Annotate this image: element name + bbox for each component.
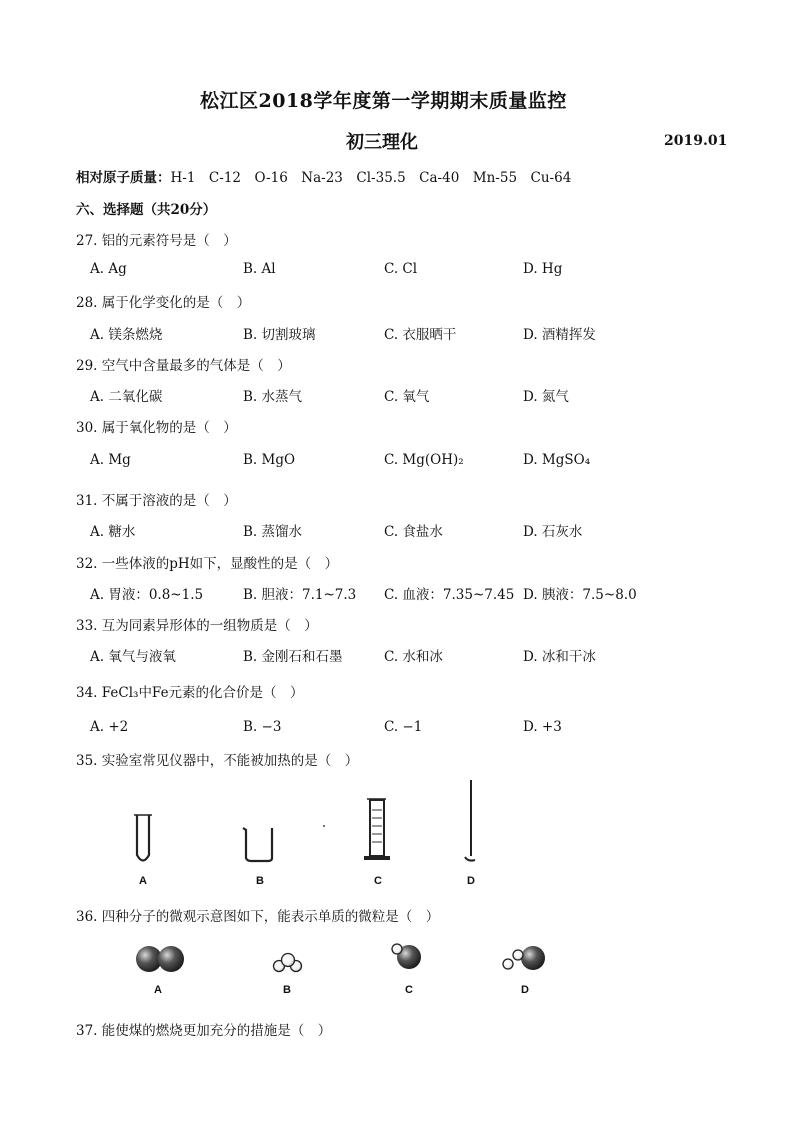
q36-label-c: C: [405, 984, 413, 996]
q28-option-a: A. 镁条燃烧: [90, 327, 163, 343]
q29-option-a: A. 二氧化碳: [90, 389, 163, 405]
q36-label-b: B: [283, 984, 291, 996]
q31-option-b: B. 蒸馏水: [243, 524, 303, 540]
molecule-c-icon: [392, 944, 421, 969]
q32-option-a: A. 胃液：0.8~1.5: [90, 587, 204, 603]
q30-option-c: C. Mg(OH)₂: [384, 452, 464, 468]
q28-option-b: B. 切割玻璃: [243, 327, 316, 343]
q34-option-a: A. +2: [90, 719, 129, 735]
q27-option-a: A. Ag: [90, 261, 127, 277]
molecule-d-icon: [503, 946, 545, 970]
q30-option-a: A. Mg: [90, 452, 131, 468]
q33-option-a: A. 氧气与液氧: [90, 649, 176, 665]
q29-option-c: C. 氧气: [384, 389, 430, 405]
question-28-stem: 28. 属于化学变化的是（ ）: [76, 295, 251, 311]
q35-label-a: A: [139, 875, 147, 887]
q27-option-d: D. Hg: [523, 261, 563, 277]
q27-option-c: C. Cl: [384, 261, 418, 277]
question-30-stem: 30. 属于氧化物的是（ ）: [76, 420, 237, 436]
molecule-a-icon: [136, 946, 184, 972]
atomic-masses-label: 相对原子质量：: [76, 170, 171, 186]
q34-option-b: B. −3: [243, 719, 282, 735]
q31-option-a: A. 糖水: [90, 524, 136, 540]
q30-option-b: B. MgO: [243, 452, 296, 468]
exam-subtitle: 初三理化: [346, 132, 418, 153]
q35-label-b: B: [256, 875, 264, 887]
q34-option-c: C. −1: [384, 719, 423, 735]
atomic-masses-values: H-1 C-12 O-16 Na-23 Cl-35.5 Ca-40 Mn-55 Cu-64: [170, 170, 572, 186]
q29-option-d: D. 氮气: [523, 389, 569, 405]
question-36-stem: 36. 四种分子的微观示意图如下，能表示单质的微粒是（ ）: [76, 909, 440, 925]
question-31-stem: 31. 不属于溶液的是（ ）: [76, 493, 237, 509]
q35-label-c: C: [374, 875, 382, 887]
question-29-stem: 29. 空气中含量最多的气体是（ ）: [76, 358, 291, 374]
section-title: 六、选择题（共20分）: [76, 202, 217, 218]
question-37-stem: 37. 能使煤的燃烧更加充分的措施是（ ）: [76, 1023, 332, 1039]
q36-label-a: A: [154, 984, 162, 996]
q35-label-d: D: [467, 875, 475, 887]
q31-option-d: D. 石灰水: [523, 524, 583, 540]
q33-option-c: C. 水和冰: [384, 649, 443, 665]
q30-option-d: D. MgSO₄: [523, 452, 591, 468]
question-27-stem: 27. 铝的元素符号是（ ）: [76, 233, 237, 249]
exam-date: 2019.01: [664, 133, 728, 149]
q32-option-b: B. 胆液：7.1~7.3: [243, 587, 357, 603]
q34-option-d: D. +3: [523, 719, 562, 735]
q28-option-c: C. 衣服晒干: [384, 327, 457, 343]
q32-option-d: D. 胰液：7.5~8.0: [523, 587, 637, 603]
q27-option-b: B. Al: [243, 261, 276, 277]
q29-option-b: B. 水蒸气: [243, 389, 303, 405]
q31-option-c: C. 食盐水: [384, 524, 443, 540]
question-34-stem: 34. FeCl₃中Fe元素的化合价是（ ）: [76, 685, 304, 701]
q28-option-d: D. 酒精挥发: [523, 327, 596, 343]
q33-option-d: D. 冰和干冰: [523, 649, 596, 665]
q36-label-d: D: [521, 984, 529, 996]
q33-option-b: B. 金刚石和石墨: [243, 649, 343, 665]
question-32-stem: 32. 一些体液的pH如下，显酸性的是（ ）: [76, 556, 339, 572]
exam-title: 松江区2018学年度第一学期期末质量监控: [200, 90, 567, 112]
question-35-stem: 35. 实验室常见仪器中，不能被加热的是（ ）: [76, 753, 359, 769]
q32-option-c: C. 血液：7.35~7.45: [384, 587, 515, 603]
molecule-b-icon: [274, 954, 302, 972]
question-33-stem: 33. 互为同素异形体的一组物质是（ ）: [76, 618, 318, 634]
